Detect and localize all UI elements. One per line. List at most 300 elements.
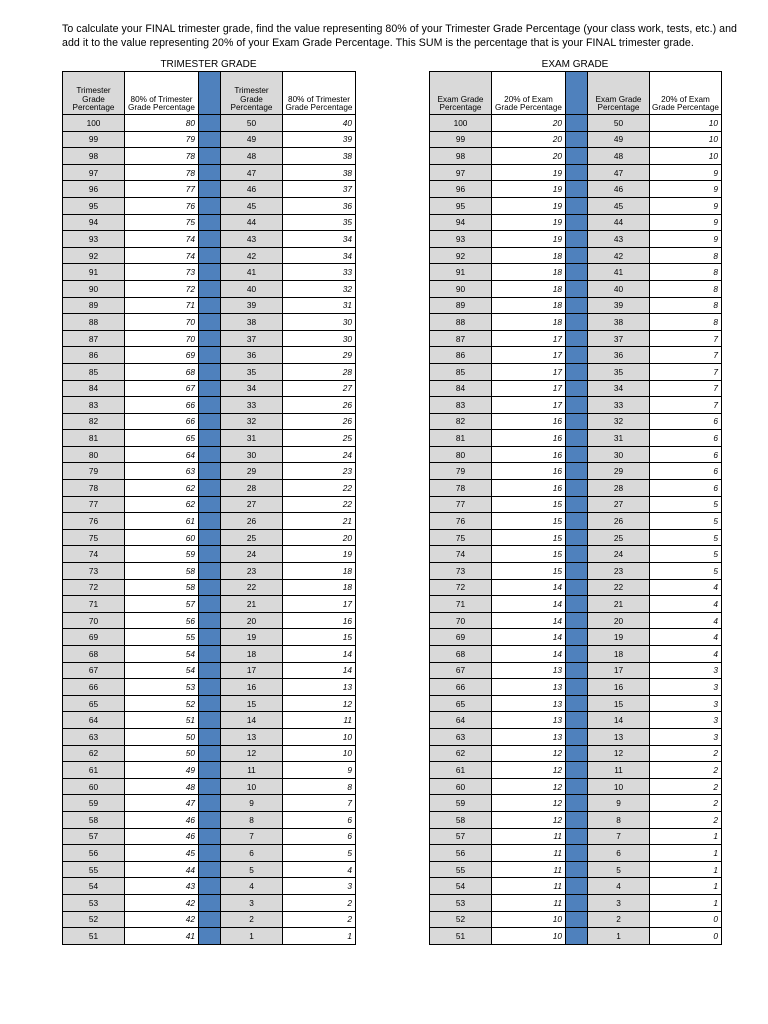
table-cell: 6 — [283, 828, 356, 845]
table-cell: 1 — [650, 828, 722, 845]
table-cell: 5 — [650, 513, 722, 530]
table-cell: 36 — [588, 347, 650, 364]
table-row — [63, 778, 356, 795]
table-cell: 19 — [588, 629, 650, 646]
table-row — [63, 811, 356, 828]
table-row — [430, 679, 722, 696]
table-cell: 20 — [492, 131, 566, 148]
separator-cell — [199, 712, 221, 729]
table-cell: 10 — [283, 728, 356, 745]
table-cell: 69 — [125, 347, 199, 364]
table-cell: 9 — [650, 197, 722, 214]
table-row — [430, 363, 722, 380]
table-cell: 10 — [283, 745, 356, 762]
column-header: 80% of Trimester Grade Percentage — [125, 72, 199, 115]
table-cell: 72 — [430, 579, 492, 596]
column-header: Exam Grade Percentage — [588, 72, 650, 115]
table-row — [63, 563, 356, 580]
table-cell: 22 — [283, 496, 356, 513]
separator-cell — [199, 596, 221, 613]
table-cell: 84 — [430, 380, 492, 397]
table-cell: 8 — [650, 280, 722, 297]
table-cell: 43 — [125, 878, 199, 895]
separator-cell — [566, 745, 588, 762]
table-cell: 66 — [125, 413, 199, 430]
table-cell: 10 — [588, 778, 650, 795]
table-row — [63, 579, 356, 596]
table-cell: 46 — [221, 181, 283, 198]
table-row — [430, 413, 722, 430]
separator-cell — [199, 197, 221, 214]
table-cell: 100 — [430, 115, 492, 132]
table-row — [63, 878, 356, 895]
table-cell: 65 — [125, 430, 199, 447]
table-cell: 37 — [221, 330, 283, 347]
separator-cell — [566, 546, 588, 563]
separator-cell — [199, 463, 221, 480]
table-row — [430, 181, 722, 198]
separator-cell — [199, 397, 221, 414]
table-cell: 7 — [650, 347, 722, 364]
table-cell: 62 — [125, 480, 199, 497]
table-cell: 8 — [588, 811, 650, 828]
table-cell: 32 — [221, 413, 283, 430]
table-cell: 12 — [492, 778, 566, 795]
table-cell: 79 — [430, 463, 492, 480]
separator-cell — [566, 197, 588, 214]
separator-cell — [199, 646, 221, 663]
table-row — [63, 148, 356, 165]
table-cell: 47 — [221, 164, 283, 181]
table-row — [430, 629, 722, 646]
column-header: Trimester Grade Percentage — [63, 72, 125, 115]
table-cell: 12 — [492, 745, 566, 762]
table-cell: 35 — [221, 363, 283, 380]
table-cell: 54 — [125, 662, 199, 679]
table-cell: 61 — [125, 513, 199, 530]
table-row — [63, 347, 356, 364]
table-cell: 5 — [221, 861, 283, 878]
table-cell: 9 — [650, 164, 722, 181]
table-cell: 2 — [650, 778, 722, 795]
table-cell: 17 — [492, 397, 566, 414]
table-cell: 28 — [221, 480, 283, 497]
table-header-row — [63, 72, 356, 115]
table-cell: 27 — [221, 496, 283, 513]
table-cell: 29 — [283, 347, 356, 364]
table-cell: 77 — [125, 181, 199, 198]
table-cell: 69 — [430, 629, 492, 646]
table-cell: 9 — [650, 214, 722, 231]
table-cell: 59 — [63, 795, 125, 812]
table-cell: 83 — [63, 397, 125, 414]
table-row — [63, 264, 356, 281]
table-cell: 0 — [650, 928, 722, 945]
separator-cell — [199, 131, 221, 148]
table-row — [430, 397, 722, 414]
table-cell: 87 — [430, 330, 492, 347]
table-row — [63, 131, 356, 148]
table-cell: 52 — [125, 695, 199, 712]
table-cell: 20 — [492, 115, 566, 132]
table-cell: 1 — [650, 878, 722, 895]
table-row — [63, 894, 356, 911]
table-cell: 62 — [125, 496, 199, 513]
table-cell: 6 — [283, 811, 356, 828]
separator-cell — [566, 629, 588, 646]
table-cell: 7 — [650, 380, 722, 397]
table-cell: 90 — [430, 280, 492, 297]
table-cell: 10 — [650, 131, 722, 148]
table-cell: 0 — [650, 911, 722, 928]
table-cell: 5 — [650, 496, 722, 513]
table-cell: 17 — [588, 662, 650, 679]
instructions-text: To calculate your FINAL trimester grade, find the value representing 80% of your Trimester Grade Percentage (your class work, tests, etc.) and add it to the value representing 20% of your Exam Grade Percentage. This SUM is the percentage that is your FINAL trimester grade. — [62, 23, 737, 49]
separator-cell — [566, 579, 588, 596]
table-cell: 9 — [221, 795, 283, 812]
table-cell: 78 — [125, 148, 199, 165]
table-cell: 6 — [650, 430, 722, 447]
table-cell: 47 — [125, 795, 199, 812]
table-row — [63, 911, 356, 928]
table-cell: 69 — [63, 629, 125, 646]
separator-cell — [566, 397, 588, 414]
table-row — [63, 695, 356, 712]
table-row — [430, 131, 722, 148]
separator-cell — [566, 330, 588, 347]
table-cell: 67 — [125, 380, 199, 397]
table-cell: 29 — [588, 463, 650, 480]
separator-cell — [199, 280, 221, 297]
table-cell: 85 — [63, 363, 125, 380]
table-cell: 38 — [283, 164, 356, 181]
separator-cell — [566, 728, 588, 745]
table-cell: 42 — [221, 247, 283, 264]
table-cell: 40 — [221, 280, 283, 297]
separator-cell — [566, 662, 588, 679]
table-cell: 4 — [650, 646, 722, 663]
table-cell: 7 — [588, 828, 650, 845]
table-cell: 94 — [63, 214, 125, 231]
table-row — [430, 164, 722, 181]
table-cell: 13 — [492, 695, 566, 712]
table-cell: 44 — [221, 214, 283, 231]
table-cell: 15 — [492, 496, 566, 513]
table-cell: 6 — [650, 446, 722, 463]
separator-cell — [199, 115, 221, 132]
table-row — [63, 231, 356, 248]
table-cell: 19 — [492, 197, 566, 214]
table-cell: 27 — [588, 496, 650, 513]
table-cell: 11 — [492, 828, 566, 845]
table-row — [430, 712, 722, 729]
trimester-grade-title: TRIMESTER GRADE — [160, 59, 257, 70]
table-cell: 60 — [63, 778, 125, 795]
table-cell: 1 — [221, 928, 283, 945]
separator-cell — [199, 480, 221, 497]
table-cell: 75 — [430, 529, 492, 546]
table-row — [63, 181, 356, 198]
table-cell: 77 — [430, 496, 492, 513]
table-cell: 85 — [430, 363, 492, 380]
table-row — [430, 745, 722, 762]
table-cell: 5 — [650, 563, 722, 580]
table-row — [63, 928, 356, 945]
separator-cell — [199, 563, 221, 580]
table-cell: 5 — [650, 546, 722, 563]
separator-cell — [199, 231, 221, 248]
separator-cell — [566, 446, 588, 463]
table-cell: 24 — [221, 546, 283, 563]
table-cell: 78 — [63, 480, 125, 497]
table-row — [430, 264, 722, 281]
table-cell: 76 — [63, 513, 125, 530]
table-cell: 31 — [588, 430, 650, 447]
table-cell: 18 — [221, 646, 283, 663]
table-cell: 70 — [63, 612, 125, 629]
table-cell: 51 — [430, 928, 492, 945]
table-cell: 16 — [492, 463, 566, 480]
table-cell: 24 — [283, 446, 356, 463]
table-cell: 4 — [588, 878, 650, 895]
table-cell: 6 — [588, 845, 650, 862]
table-row — [430, 662, 722, 679]
table-cell: 35 — [283, 214, 356, 231]
separator-cell — [566, 778, 588, 795]
table-cell: 71 — [63, 596, 125, 613]
table-cell: 10 — [492, 928, 566, 945]
table-row — [430, 928, 722, 945]
table-cell: 20 — [492, 148, 566, 165]
table-cell: 19 — [221, 629, 283, 646]
column-header: 20% of Exam Grade Percentage — [492, 72, 566, 115]
separator-cell — [199, 911, 221, 928]
table-row — [63, 646, 356, 663]
table-cell: 17 — [492, 330, 566, 347]
separator-cell — [199, 662, 221, 679]
table-cell: 4 — [650, 612, 722, 629]
separator-cell — [566, 264, 588, 281]
table-cell: 58 — [63, 811, 125, 828]
table-cell: 2 — [283, 894, 356, 911]
table-cell: 45 — [125, 845, 199, 862]
table-cell: 80 — [125, 115, 199, 132]
table-cell: 7 — [283, 795, 356, 812]
separator-cell — [199, 247, 221, 264]
table-row — [430, 115, 722, 132]
separator-cell — [199, 828, 221, 845]
table-cell: 50 — [125, 745, 199, 762]
table-cell: 44 — [125, 861, 199, 878]
separator-cell — [199, 297, 221, 314]
table-cell: 2 — [650, 811, 722, 828]
table-cell: 38 — [283, 148, 356, 165]
table-row — [63, 529, 356, 546]
table-cell: 12 — [588, 745, 650, 762]
table-cell: 76 — [125, 197, 199, 214]
separator-cell — [199, 795, 221, 812]
table-cell: 46 — [125, 828, 199, 845]
separator-cell — [199, 148, 221, 165]
table-cell: 93 — [430, 231, 492, 248]
separator-cell — [199, 728, 221, 745]
table-cell: 93 — [63, 231, 125, 248]
separator-cell — [566, 878, 588, 895]
separator-cell — [566, 911, 588, 928]
trimester-grade-table — [62, 71, 356, 945]
table-row — [430, 861, 722, 878]
separator-cell — [566, 894, 588, 911]
table-cell: 96 — [430, 181, 492, 198]
separator-column — [199, 72, 221, 115]
table-cell: 3 — [650, 695, 722, 712]
table-cell: 26 — [221, 513, 283, 530]
table-row — [63, 513, 356, 530]
table-cell: 39 — [221, 297, 283, 314]
table-cell: 2 — [221, 911, 283, 928]
separator-cell — [566, 513, 588, 530]
separator-cell — [566, 646, 588, 663]
separator-cell — [199, 264, 221, 281]
table-cell: 46 — [125, 811, 199, 828]
table-cell: 12 — [283, 695, 356, 712]
table-cell: 1 — [650, 861, 722, 878]
table-cell: 68 — [430, 646, 492, 663]
column-header: Exam Grade Percentage — [430, 72, 492, 115]
table-cell: 17 — [492, 363, 566, 380]
table-cell: 37 — [588, 330, 650, 347]
table-cell: 11 — [492, 845, 566, 862]
table-cell: 31 — [221, 430, 283, 447]
table-cell: 57 — [63, 828, 125, 845]
table-row — [63, 546, 356, 563]
table-cell: 3 — [650, 679, 722, 696]
table-cell: 89 — [430, 297, 492, 314]
table-cell: 25 — [283, 430, 356, 447]
separator-cell — [566, 280, 588, 297]
table-cell: 64 — [63, 712, 125, 729]
table-row — [430, 496, 722, 513]
table-cell: 17 — [492, 347, 566, 364]
table-cell: 16 — [492, 413, 566, 430]
table-cell: 79 — [63, 463, 125, 480]
column-header: Trimester Grade Percentage — [221, 72, 283, 115]
table-cell: 22 — [588, 579, 650, 596]
separator-cell — [566, 828, 588, 845]
separator-cell — [566, 164, 588, 181]
separator-cell — [566, 148, 588, 165]
table-cell: 2 — [283, 911, 356, 928]
table-cell: 13 — [588, 728, 650, 745]
table-cell: 16 — [492, 446, 566, 463]
table-cell: 22 — [283, 480, 356, 497]
table-cell: 25 — [221, 529, 283, 546]
table-cell: 35 — [588, 363, 650, 380]
table-cell: 57 — [125, 596, 199, 613]
table-row — [63, 330, 356, 347]
table-row — [63, 662, 356, 679]
table-row — [430, 845, 722, 862]
table-cell: 32 — [588, 413, 650, 430]
table-cell: 80 — [63, 446, 125, 463]
table-cell: 19 — [492, 164, 566, 181]
table-row — [430, 330, 722, 347]
table-row — [63, 845, 356, 862]
table-cell: 1 — [588, 928, 650, 945]
table-cell: 84 — [63, 380, 125, 397]
table-row — [63, 679, 356, 696]
separator-cell — [566, 563, 588, 580]
table-row — [63, 463, 356, 480]
table-row — [430, 430, 722, 447]
table-cell: 63 — [430, 728, 492, 745]
table-cell: 39 — [283, 131, 356, 148]
table-row — [430, 546, 722, 563]
table-cell: 42 — [588, 247, 650, 264]
table-cell: 34 — [283, 231, 356, 248]
table-cell: 90 — [63, 280, 125, 297]
separator-cell — [566, 529, 588, 546]
table-row — [430, 646, 722, 663]
table-row — [63, 712, 356, 729]
table-row — [430, 347, 722, 364]
table-cell: 14 — [492, 596, 566, 613]
separator-cell — [566, 131, 588, 148]
table-cell: 70 — [125, 314, 199, 331]
table-cell: 6 — [650, 413, 722, 430]
table-row — [63, 430, 356, 447]
table-row — [63, 828, 356, 845]
table-cell: 3 — [650, 728, 722, 745]
table-cell: 27 — [283, 380, 356, 397]
table-row — [430, 197, 722, 214]
table-cell: 5 — [650, 529, 722, 546]
table-cell: 3 — [588, 894, 650, 911]
table-cell: 18 — [492, 297, 566, 314]
separator-cell — [566, 297, 588, 314]
table-cell: 61 — [63, 762, 125, 779]
table-cell: 15 — [492, 529, 566, 546]
table-cell: 73 — [63, 563, 125, 580]
separator-cell — [199, 330, 221, 347]
table-cell: 8 — [650, 264, 722, 281]
table-cell: 11 — [283, 712, 356, 729]
table-row — [63, 612, 356, 629]
table-cell: 40 — [283, 115, 356, 132]
table-cell: 12 — [492, 795, 566, 812]
separator-cell — [199, 928, 221, 945]
table-cell: 14 — [283, 646, 356, 663]
table-cell: 65 — [430, 695, 492, 712]
separator-cell — [199, 181, 221, 198]
table-row — [63, 280, 356, 297]
table-row — [63, 247, 356, 264]
table-cell: 19 — [492, 181, 566, 198]
table-cell: 26 — [588, 513, 650, 530]
table-cell: 39 — [588, 297, 650, 314]
table-cell: 44 — [588, 214, 650, 231]
table-cell: 10 — [492, 911, 566, 928]
table-cell: 77 — [63, 496, 125, 513]
table-cell: 7 — [650, 363, 722, 380]
column-header: 80% of Trimester Grade Percentage — [283, 72, 356, 115]
separator-cell — [199, 513, 221, 530]
table-row — [430, 280, 722, 297]
table-cell: 13 — [492, 728, 566, 745]
table-cell: 59 — [430, 795, 492, 812]
table-cell: 41 — [221, 264, 283, 281]
table-row — [63, 214, 356, 231]
